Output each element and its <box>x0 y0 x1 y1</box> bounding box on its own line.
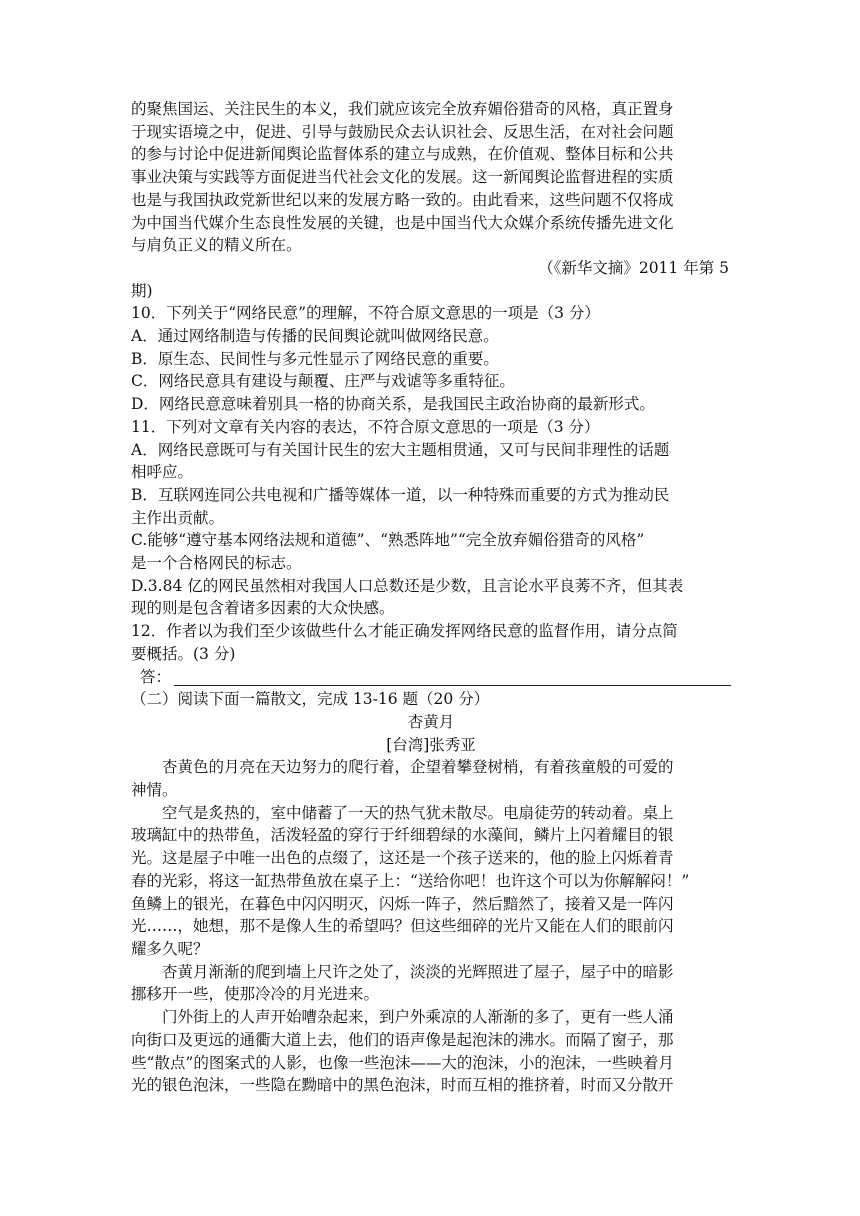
essay-line: 杏黄月渐渐的爬到墙上尺许之处了，淡淡的光辉照进了屋子，屋子中的暗影 <box>162 962 674 981</box>
essay-line: 杏黄色的月亮在天边努力的爬行着，企望着攀登树梢，有着孩童般的可爱的 <box>162 758 674 777</box>
paragraph-line: 与肩负正义的精义所在。 <box>131 236 302 255</box>
option-11d: D.3.84 亿的网民虽然相对我国人口总数还是少数，且言论水平良莠不齐，但其表 <box>131 576 684 595</box>
source-citation-cont: 期) <box>131 281 153 300</box>
source-citation: （《新华文摘》2011 年第 5 <box>538 258 729 277</box>
essay-line: 玻璃缸中的热带鱼，活泼轻盈的穿行于纤细碧绿的水藻间，鳞片上闪着耀目的银 <box>131 826 674 845</box>
question-11: 11．下列对文章有关内容的表达，不符合原文意思的一项是（3 分） <box>131 417 600 436</box>
option-11a: A．网络民意既可与有关国计民生的宏大主题相贯通，又可与民间非理性的话题 <box>131 440 670 459</box>
essay-line: 鱼鳞上的银光，在暮色中闪闪明灭，闪烁一阵子，然后黯然了，接着又是一阵闪 <box>131 894 674 913</box>
essay-line: 春的光彩，将这一缸热带鱼放在桌子上：“送给你吧！也许这个可以为你解解闷！” <box>131 871 690 890</box>
essay-author: [台湾]张秀亚 <box>386 735 476 754</box>
option-11d-cont: 现的则是包含着诸多因素的大众快感。 <box>131 599 395 618</box>
option-10c: C．网络民意具有建设与颠覆、庄严与戏谑等多重特征。 <box>131 372 515 391</box>
option-11c-cont: 是一个合格网民的标志。 <box>131 554 302 573</box>
essay-line: 向街口及更远的通衢大道上去，他们的语声像是起泡沫的沸水。而隔了窗子，那 <box>131 1030 674 1049</box>
paragraph-line: 的聚焦国运、关注民生的本义，我们就应该完全放弃媚俗猎奇的风格，真正置身 <box>131 100 674 118</box>
option-10a: A．通过网络制造与传播的民间舆论就叫做网络民意。 <box>131 327 499 346</box>
essay-line: 光……，她想，那不是像人生的希望吗？但这些细碎的光片又能在人们的眼前闪 <box>131 917 674 936</box>
option-11a-cont: 相呼应。 <box>131 463 194 482</box>
paragraph-line: 事业决策与实践等方面促进当代社会文化的发展。这一新闻舆论监督进程的实质 <box>131 168 674 187</box>
answer-line[interactable] <box>131 666 731 689</box>
question-12-cont: 要概括。(3 分) <box>131 644 236 663</box>
passage1-tail <box>131 98 731 257</box>
option-10d: D．网络民意意味着别具一格的协商关系，是我国民主政治协商的最新形式。 <box>131 395 655 414</box>
essay-line: 门外街上的人声开始嘈杂起来，到户外乘凉的人渐渐的多了，更有一些人涌 <box>162 1008 674 1027</box>
option-11b-cont: 主作出贡献。 <box>131 508 225 527</box>
question-12: 12．作者以为我们至少该做些什么才能正确发挥网络民意的监督作用，请分点简 <box>131 622 678 641</box>
answer-underline <box>174 685 731 686</box>
essay-line: 神情。 <box>131 781 178 800</box>
document-page <box>131 98 731 1097</box>
option-10b: B．原生态、民间性与多元性显示了网络民意的重要。 <box>131 349 499 368</box>
essay-line: 挪移开一些，使那冷冷的月光进来。 <box>131 985 380 1004</box>
essay-body <box>131 756 731 1097</box>
essay-line: 光。这是屋子中唯一出色的点缀了，这还是一个孩子送来的，他的脸上闪烁着青 <box>131 849 674 868</box>
essay-line: 光的银色泡沫，一些隐在黝暗中的黑色泡沫，时而互相的推挤着，时而又分散开 <box>131 1076 674 1095</box>
option-11c: C.能够“遵守基本网络法规和道德”、“熟悉阵地”“完全放弃媚俗猎奇的风格” <box>131 531 645 550</box>
section2-heading: （二）阅读下面一篇散文，完成 13-16 题（20 分） <box>131 690 490 709</box>
essay-line: 耀多久呢？ <box>131 940 209 958</box>
paragraph-line: 于现实语境之中，促进、引导与鼓励民众去认识社会、反思生活，在对社会问题 <box>131 122 674 141</box>
paragraph-line: 也是与我国执政党新世纪以来的发展方略一致的。由此看来，这些问题不仅将成 <box>131 190 674 209</box>
answer-label: 答： <box>140 667 172 686</box>
question-10: 10．下列关于“网络民意”的理解，不符合原文意思的一项是（3 分） <box>131 304 600 323</box>
essay-title: 杏黄月 <box>407 712 455 731</box>
essay-line: 空气是炙热的，室中储蓄了一天的热气犹未散尽。电扇徒劳的转动着。桌上 <box>162 803 674 822</box>
paragraph-line: 的参与讨论中促进新闻舆论监督体系的建立与成熟，在价值观、整体目标和公共 <box>131 145 674 164</box>
option-11b: B．互联网连同公共电视和广播等媒体一道，以一种特殊而重要的方式为推动民 <box>131 485 670 504</box>
essay-line: 些“散点”的图案式的人影，也像一些泡沫——大的泡沫，小的泡沫，一些映着月 <box>131 1053 674 1072</box>
questions-block <box>131 302 731 665</box>
paragraph-line: 为中国当代媒介生态良性发展的关键，也是中国当代大众媒介系统传播先进文化 <box>131 213 674 232</box>
